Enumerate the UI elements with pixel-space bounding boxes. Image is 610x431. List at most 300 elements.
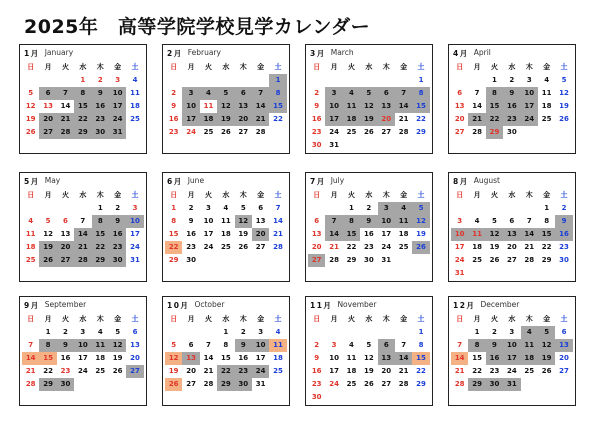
day-grid xyxy=(165,61,287,139)
day-cell: 18 xyxy=(200,113,217,126)
empty-cell xyxy=(109,378,126,391)
day-cell: 13 xyxy=(378,352,395,365)
week-row xyxy=(308,100,430,113)
day-cell: 24 xyxy=(109,113,126,126)
week-row xyxy=(308,254,430,267)
weekday-label: 金 xyxy=(543,315,551,323)
empty-cell xyxy=(74,202,91,215)
empty-cell xyxy=(269,378,286,391)
day-cell: 17 xyxy=(381,230,392,238)
empty-cell xyxy=(395,391,412,404)
day-cell: 8 xyxy=(412,87,429,100)
month-panel xyxy=(19,172,147,282)
day-cell: 6 xyxy=(378,87,395,100)
day-cell: 29 xyxy=(168,256,179,264)
weekday-header-row xyxy=(165,189,287,202)
day-cell: 24 xyxy=(203,243,214,251)
day-cell: 11 xyxy=(395,215,412,228)
day-cell: 1 xyxy=(418,76,424,84)
day-cell: 13 xyxy=(255,217,266,225)
day-cell: 2 xyxy=(171,89,177,97)
day-cell: 8 xyxy=(468,339,485,352)
day-cell: 17 xyxy=(130,230,140,238)
day-cell: 27 xyxy=(57,254,74,267)
empty-cell xyxy=(360,74,377,87)
empty-cell xyxy=(360,326,377,339)
week-row xyxy=(22,339,144,352)
day-cell: 10 xyxy=(109,87,126,100)
empty-cell xyxy=(165,326,182,339)
day-cell: 12 xyxy=(109,339,126,352)
day-grid xyxy=(451,313,573,391)
weekday-label: 木 xyxy=(525,315,533,323)
empty-cell xyxy=(343,326,360,339)
day-cell: 5 xyxy=(45,217,51,225)
day-cell: 17 xyxy=(503,352,520,365)
weekday-label: 金 xyxy=(257,191,265,199)
month-label-jp: 8月 xyxy=(453,177,469,186)
day-cell: 15 xyxy=(220,354,231,362)
empty-cell xyxy=(22,202,39,215)
day-cell: 12 xyxy=(559,89,569,97)
empty-cell xyxy=(74,378,91,391)
day-cell: 28 xyxy=(74,254,91,267)
day-cell: 11 xyxy=(130,89,140,97)
weekday-label: 水 xyxy=(365,191,373,199)
weekday-label: 水 xyxy=(222,63,230,71)
week-row xyxy=(308,326,430,339)
day-cell: 7 xyxy=(474,89,480,97)
week-row xyxy=(22,215,144,228)
day-cell: 7 xyxy=(57,87,74,100)
weekday-header-row xyxy=(22,313,144,326)
day-cell: 1 xyxy=(171,204,177,212)
empty-cell xyxy=(343,139,360,152)
day-cell: 31 xyxy=(130,256,140,264)
day-cell: 27 xyxy=(126,365,143,378)
weekday-label: 木 xyxy=(239,191,247,199)
weekday-label: 火 xyxy=(347,191,355,199)
week-row xyxy=(22,378,144,391)
day-cell: 27 xyxy=(506,256,517,264)
day-cell: 20 xyxy=(311,243,322,251)
day-grid xyxy=(308,313,430,404)
day-cell: 23 xyxy=(109,241,126,254)
month-header xyxy=(453,300,519,311)
day-cell: 7 xyxy=(206,341,211,349)
empty-cell xyxy=(360,139,377,152)
weekday-label: 水 xyxy=(508,63,516,71)
day-cell: 11 xyxy=(343,100,360,113)
empty-cell xyxy=(200,74,217,87)
week-row xyxy=(308,352,430,365)
day-cell: 16 xyxy=(60,354,71,362)
day-cell: 8 xyxy=(223,341,229,349)
empty-cell xyxy=(39,74,56,87)
day-cell: 18 xyxy=(25,243,36,251)
weekday-label: 火 xyxy=(204,315,212,323)
empty-cell xyxy=(22,74,39,87)
month-panel xyxy=(305,44,433,154)
weekday-label: 月 xyxy=(187,191,195,199)
week-row xyxy=(22,326,144,339)
day-cell: 12 xyxy=(43,230,53,238)
day-cell: 7 xyxy=(457,341,463,349)
day-cell: 11 xyxy=(220,217,231,225)
empty-cell xyxy=(92,378,109,391)
month-header xyxy=(310,176,344,187)
day-cell: 24 xyxy=(77,367,88,375)
week-row xyxy=(22,100,144,113)
day-cell: 28 xyxy=(398,128,409,136)
month-label-en: May xyxy=(44,176,61,185)
weekday-label: 金 xyxy=(114,191,122,199)
day-cell: 27 xyxy=(381,128,392,136)
day-cell: 7 xyxy=(275,204,281,212)
day-cell: 22 xyxy=(43,367,53,375)
week-row xyxy=(451,202,573,215)
day-cell: 29 xyxy=(39,378,56,391)
day-cell: 19 xyxy=(360,113,377,126)
day-cell: 13 xyxy=(43,102,53,110)
day-cell: 31 xyxy=(454,269,465,277)
week-row xyxy=(451,126,573,139)
weekday-label: 木 xyxy=(239,63,247,71)
day-cell: 4 xyxy=(275,328,281,336)
day-cell: 13 xyxy=(503,228,520,241)
day-cell: 17 xyxy=(454,243,465,251)
day-cell: 18 xyxy=(346,367,357,375)
day-cell: 9 xyxy=(503,87,520,100)
week-row xyxy=(308,126,430,139)
day-cell: 25 xyxy=(346,128,357,136)
day-cell: 16 xyxy=(238,354,249,362)
day-cell: 19 xyxy=(25,115,36,123)
empty-cell xyxy=(395,326,412,339)
weekday-header-row xyxy=(165,61,287,74)
day-cell: 6 xyxy=(457,89,463,97)
day-cell: 3 xyxy=(132,204,138,212)
month-panel xyxy=(448,44,576,154)
week-row xyxy=(22,74,144,87)
day-cell: 2 xyxy=(188,204,194,212)
empty-cell xyxy=(521,126,538,139)
day-cell: 23 xyxy=(168,128,179,136)
day-cell: 31 xyxy=(109,126,126,139)
empty-cell xyxy=(503,202,520,215)
weekday-label: 火 xyxy=(347,315,355,323)
day-cell: 30 xyxy=(559,256,569,264)
day-cell: 7 xyxy=(28,341,34,349)
week-row xyxy=(165,202,287,215)
weekday-label: 金 xyxy=(400,315,408,323)
day-cell: 5 xyxy=(28,89,34,97)
day-cell: 20 xyxy=(186,367,196,375)
empty-cell xyxy=(200,326,217,339)
day-cell: 13 xyxy=(130,341,140,349)
day-cell: 15 xyxy=(74,100,91,113)
day-cell: 30 xyxy=(506,128,517,136)
month-header xyxy=(167,176,204,187)
day-cell: 5 xyxy=(412,202,429,215)
day-cell: 21 xyxy=(524,243,535,251)
day-cell: 8 xyxy=(343,215,360,228)
day-cell: 20 xyxy=(559,354,569,362)
month-header xyxy=(453,176,500,187)
day-cell: 8 xyxy=(486,87,503,100)
day-cell: 25 xyxy=(130,115,140,123)
day-cell: 10 xyxy=(451,228,468,241)
weekday-label: 水 xyxy=(222,191,230,199)
week-row xyxy=(22,254,144,267)
day-cell: 19 xyxy=(538,352,555,365)
day-cell: 16 xyxy=(186,230,196,238)
day-cell: 31 xyxy=(329,141,339,149)
day-cell: 30 xyxy=(92,126,109,139)
day-cell: 17 xyxy=(521,100,538,113)
day-cell: 18 xyxy=(130,102,140,110)
day-cell: 31 xyxy=(381,256,392,264)
day-cell: 2 xyxy=(509,76,515,84)
day-cell: 1 xyxy=(97,204,103,212)
week-row xyxy=(22,87,144,100)
empty-cell xyxy=(412,139,429,152)
empty-cell xyxy=(269,126,286,139)
day-cell: 10 xyxy=(252,339,269,352)
day-cell: 18 xyxy=(95,354,106,362)
month-label-en: January xyxy=(44,48,74,57)
day-cell: 4 xyxy=(349,341,354,349)
day-cell: 17 xyxy=(329,367,339,375)
month-label-jp: 11月 xyxy=(310,301,333,310)
month-label-jp: 6月 xyxy=(167,177,183,186)
day-cell: 29 xyxy=(74,126,91,139)
day-cell: 28 xyxy=(57,126,74,139)
weekday-label: 金 xyxy=(114,315,122,323)
weekday-label: 木 xyxy=(239,315,247,323)
week-row xyxy=(22,113,144,126)
month-panel xyxy=(305,172,433,282)
day-cell: 19 xyxy=(168,367,179,375)
weekday-label: 木 xyxy=(525,191,533,199)
empty-cell xyxy=(126,126,143,139)
empty-cell xyxy=(468,74,485,87)
day-cell: 16 xyxy=(555,228,572,241)
day-cell: 26 xyxy=(363,128,374,136)
week-row xyxy=(308,339,430,352)
day-cell: 29 xyxy=(541,256,552,264)
day-cell: 4 xyxy=(474,217,480,225)
day-cell: 9 xyxy=(109,215,126,228)
day-cell: 14 xyxy=(521,228,538,241)
day-cell: 14 xyxy=(60,102,71,110)
weekday-label: 月 xyxy=(330,191,338,199)
day-cell: 30 xyxy=(311,393,322,401)
day-cell: 24 xyxy=(454,256,465,264)
day-cell: 28 xyxy=(472,128,482,136)
empty-cell xyxy=(308,326,325,339)
empty-cell xyxy=(126,378,143,391)
day-cell: 13 xyxy=(235,100,252,113)
day-cell: 4 xyxy=(28,217,34,225)
weekday-label: 火 xyxy=(61,191,69,199)
day-cell: 25 xyxy=(220,243,231,251)
day-cell: 16 xyxy=(109,228,126,241)
empty-cell xyxy=(395,74,412,87)
day-cell: 19 xyxy=(39,241,56,254)
week-row xyxy=(451,215,573,228)
weekday-label: 日 xyxy=(313,191,321,199)
day-cell: 1 xyxy=(269,74,286,87)
empty-cell xyxy=(252,254,269,267)
day-cell: 5 xyxy=(538,326,555,339)
month-label-jp: 12月 xyxy=(453,301,476,310)
day-cell: 12 xyxy=(412,215,429,228)
empty-cell xyxy=(343,391,360,404)
day-grid xyxy=(22,189,144,267)
day-cell: 21 xyxy=(273,230,283,238)
day-cell: 26 xyxy=(220,128,231,136)
weekday-label: 土 xyxy=(417,191,425,199)
weekday-label: 水 xyxy=(508,191,516,199)
day-cell: 15 xyxy=(92,228,109,241)
empty-cell xyxy=(378,74,395,87)
day-cell: 26 xyxy=(25,128,36,136)
day-cell: 26 xyxy=(412,241,429,254)
empty-cell xyxy=(252,74,269,87)
day-cell: 14 xyxy=(395,100,412,113)
day-cell: 10 xyxy=(521,87,538,100)
day-cell: 1 xyxy=(474,328,480,336)
day-cell: 2 xyxy=(115,204,121,212)
weekday-label: 日 xyxy=(313,315,321,323)
week-row xyxy=(165,100,287,113)
day-cell: 12 xyxy=(25,102,36,110)
day-cell: 1 xyxy=(349,204,354,212)
day-cell: 24 xyxy=(381,243,392,251)
day-cell: 15 xyxy=(472,354,482,362)
day-cell: 27 xyxy=(186,380,196,388)
day-cell: 18 xyxy=(521,352,538,365)
empty-cell xyxy=(57,202,74,215)
day-cell: 2 xyxy=(240,328,246,336)
day-cell: 2 xyxy=(314,89,320,97)
day-cell: 25 xyxy=(472,256,482,264)
day-cell: 3 xyxy=(80,328,86,336)
day-cell: 17 xyxy=(109,100,126,113)
month-label-jp: 5月 xyxy=(24,177,40,186)
day-cell: 5 xyxy=(171,341,177,349)
day-cell: 1 xyxy=(544,204,550,212)
day-cell: 13 xyxy=(311,230,322,238)
weekday-label: 土 xyxy=(274,315,282,323)
month-header xyxy=(24,48,73,59)
weekday-header-row xyxy=(22,61,144,74)
weekday-label: 水 xyxy=(365,315,373,323)
day-cell: 14 xyxy=(74,228,91,241)
day-cell: 9 xyxy=(235,339,252,352)
weekday-label: 日 xyxy=(313,63,321,71)
day-cell: 25 xyxy=(273,367,283,375)
empty-cell xyxy=(217,74,234,87)
month-panel xyxy=(305,296,433,406)
day-cell: 20 xyxy=(252,228,269,241)
day-cell: 23 xyxy=(311,128,322,136)
day-cell: 20 xyxy=(39,113,56,126)
empty-cell xyxy=(412,254,429,267)
week-row xyxy=(451,267,573,280)
day-cell: 26 xyxy=(165,378,182,391)
day-cell: 1 xyxy=(492,76,497,84)
day-cell: 21 xyxy=(74,241,91,254)
weekday-header-row xyxy=(165,313,287,326)
empty-cell xyxy=(235,74,252,87)
month-label-en: November xyxy=(337,300,377,309)
day-cell: 4 xyxy=(395,202,412,215)
day-cell: 25 xyxy=(346,380,357,388)
day-cell: 12 xyxy=(235,215,252,228)
day-cell: 27 xyxy=(39,126,56,139)
week-row xyxy=(165,339,287,352)
empty-cell xyxy=(308,74,325,87)
day-cell: 12 xyxy=(363,354,374,362)
day-cell: 8 xyxy=(92,215,109,228)
weekday-label: 日 xyxy=(27,315,35,323)
day-cell: 26 xyxy=(541,367,552,375)
empty-cell xyxy=(555,126,572,139)
day-cell: 31 xyxy=(503,378,520,391)
weekday-label: 金 xyxy=(543,63,551,71)
day-cell: 3 xyxy=(206,204,211,212)
day-cell: 8 xyxy=(74,87,91,100)
day-cell: 23 xyxy=(60,367,71,375)
weekday-header-row xyxy=(451,189,573,202)
day-cell: 10 xyxy=(126,215,143,228)
day-cell: 14 xyxy=(252,100,269,113)
day-cell: 11 xyxy=(541,89,552,97)
weekday-header-row xyxy=(308,189,430,202)
week-row xyxy=(308,139,430,152)
day-cell: 26 xyxy=(112,367,123,375)
week-row xyxy=(308,391,430,404)
weekday-label: 土 xyxy=(131,315,139,323)
month-label-jp: 1月 xyxy=(24,49,40,58)
day-cell: 20 xyxy=(454,115,465,123)
day-cell: 20 xyxy=(378,113,395,126)
day-cell: 28 xyxy=(329,256,339,264)
day-cell: 30 xyxy=(57,378,74,391)
page-title: 2025年 高等学院学校見学カレンダー xyxy=(24,16,371,38)
day-cell: 14 xyxy=(22,352,39,365)
weekday-label: 火 xyxy=(490,191,498,199)
week-row xyxy=(308,87,430,100)
weekday-label: 月 xyxy=(473,63,481,71)
empty-cell xyxy=(468,202,485,215)
weekday-header-row xyxy=(308,61,430,74)
week-row xyxy=(22,202,144,215)
empty-cell xyxy=(200,254,217,267)
day-cell: 10 xyxy=(74,339,91,352)
day-cell: 6 xyxy=(509,217,515,225)
day-cell: 24 xyxy=(329,380,339,388)
day-cell: 6 xyxy=(132,328,138,336)
day-grid xyxy=(308,189,430,267)
day-cell: 5 xyxy=(366,341,372,349)
empty-cell xyxy=(503,267,520,280)
day-cell: 23 xyxy=(186,243,196,251)
day-cell: 20 xyxy=(506,243,517,251)
week-row xyxy=(451,365,573,378)
